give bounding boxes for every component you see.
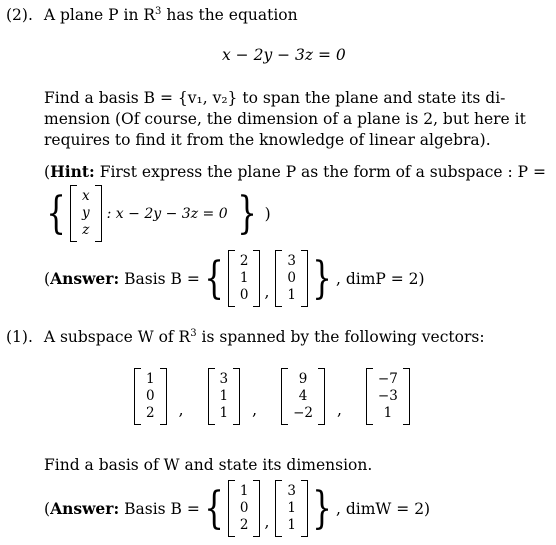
hint-line: (Hint: First express the plane P as the form of a subspace : P =: [44, 162, 546, 181]
vector-entry: 1: [146, 371, 155, 387]
problem-2-answer: (Answer: Basis B = { 2 1 0 , 3 0 1 } , dimP = 2): [44, 250, 425, 307]
vector-entry: 1: [383, 405, 393, 421]
problem-1-heading: [6, 328, 485, 346]
vector-entry: 1: [239, 483, 249, 499]
vector-entry: 2: [239, 253, 249, 269]
hint-vector-entry: y: [82, 205, 90, 221]
problem-2-number: (2).: [6, 6, 33, 25]
problem-2-intro: A plane P in $R^3$ has the equation: [43, 6, 298, 25]
hint-vector-entry: x: [82, 188, 90, 204]
answer-basis-vector: [275, 480, 308, 537]
spanning-vector: [366, 368, 410, 425]
vector-entry: 1: [219, 405, 229, 421]
vector-entry: 0: [146, 388, 155, 404]
vector-entry: −7: [377, 371, 398, 387]
vector-entry: 1: [287, 500, 296, 516]
spanning-vector: [281, 368, 325, 425]
vector-entry: −3: [377, 388, 398, 404]
problem-2-task: Find a basis B = {v₁, v₂} to span the plane and state its di- mension (Of course, the dimension of a plane is 2, but here it requires to find it from the knowledge of linear algebra).: [44, 89, 526, 149]
problem-1-intro: A subspace W of $R^3$ is spanned by the following vectors:: [43, 328, 485, 347]
problem-1-answer: (Answer: Basis B = { 1 0 2 , 3 1 1 } , dimW = 2): [44, 480, 430, 537]
vector-entry: 3: [219, 371, 229, 387]
vector-entry: 1: [287, 517, 296, 533]
vector-entry: 2: [146, 405, 155, 421]
hint-set-expression: { x y z : x − 2y − 3z = 0 } ): [42, 185, 271, 242]
hint-vector-entry: z: [82, 222, 90, 238]
vector-entry: −2: [293, 405, 313, 421]
vector-entry: 2: [239, 517, 249, 533]
spanning-vectors: 1 0 2 , 3 1 1 , 9 4 −2 , −7 −3 1: [134, 368, 410, 425]
vector-entry: 0: [239, 287, 249, 303]
vector-entry: 1: [287, 287, 296, 303]
vector-entry: 1: [219, 388, 229, 404]
plane-equation: x − 2y − 3z = 0: [222, 46, 346, 64]
hint-vector: [70, 185, 102, 242]
problem-2-heading: [6, 6, 298, 24]
vector-entry: 9: [298, 371, 308, 387]
answer-basis-vector: [228, 480, 261, 537]
problem-1-number: (1).: [6, 328, 33, 347]
problem-1-task: Find a basis of W and state its dimension.: [44, 456, 373, 474]
vector-entry: 0: [287, 270, 296, 286]
answer-basis-vector: [275, 250, 308, 307]
spanning-vector: [208, 368, 241, 425]
answer-basis-vector: [228, 250, 261, 307]
vector-entry: 3: [287, 483, 296, 499]
vector-entry: 4: [298, 388, 308, 404]
vector-entry: 1: [239, 270, 249, 286]
vector-entry: 3: [287, 253, 296, 269]
vector-entry: 0: [239, 500, 249, 516]
spanning-vector: [134, 368, 167, 425]
